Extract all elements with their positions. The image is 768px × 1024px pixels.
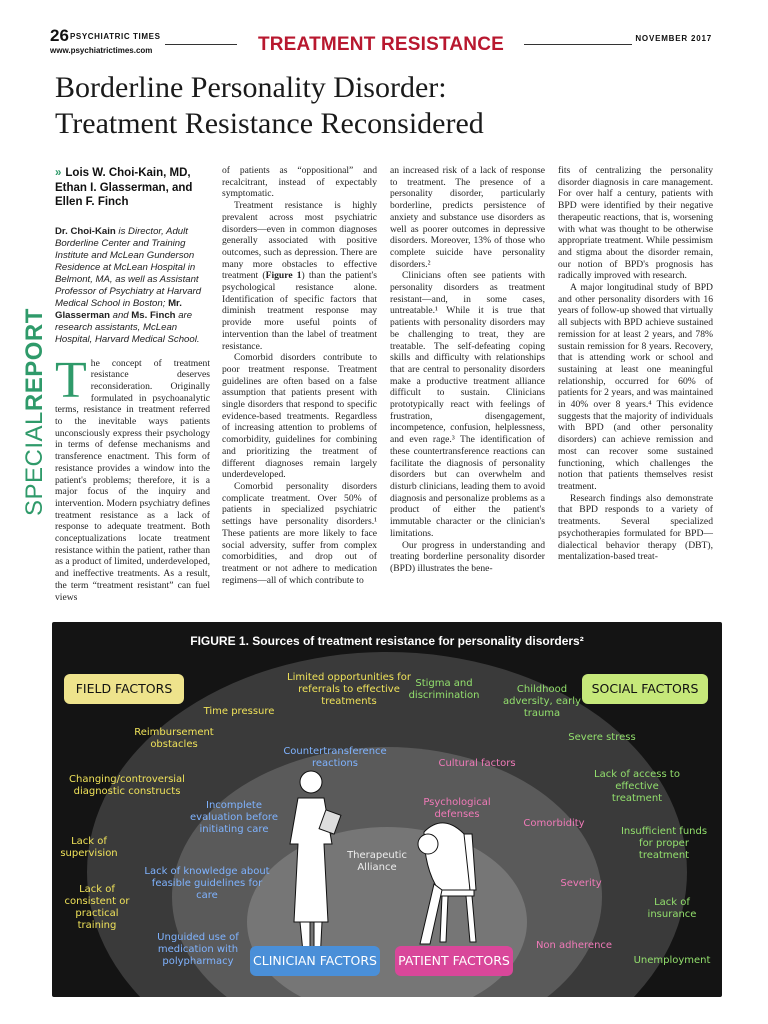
article-title — [55, 70, 715, 142]
label-time-pressure: Time pressure — [203, 706, 275, 717]
column-3: an increased risk of a lack of response to treatment. The presence of a personality disorder, particularly borderline, predicts persistence of anxiety and substance use disorders as well as poorer outcomes in depressive disorders. Moreover, 13% of those who complete suicide have personality disorders.² Clinicians often see patients with personality disorders as treatment resistant—and, in some cases, untreatable.¹ While it is true that patients with personality disorders may be challenging to treat, they are treatable. The self-defeating coping skills and difficulty with relationships that are central to personality disorders make a productive treatment alliance difficult to sustain. Clinicians prototypically react with feelings of frustration, disengagement, incompetence, confusion, helplessness, and even rage.³ The identification of these countertransference reactions can facilitate the diagnosis of personality disorders but can overwhelm and disturb clinicians, leading them to avoid diagnosis and personalize problems as a product of either the patient's immutable character or the clinician's limitations. Our progress in understanding and treating borderline personality disorder (BPD) illustrates the bene- — [390, 165, 545, 574]
label-consistent-training: Lack of consistent or practical training — [64, 884, 130, 931]
author-bio: Dr. Choi-Kain is Director, Adult Borderline Center and Training Institute and McLean Gunderson Residence at McLean Hospital in Belmont, MA, as well as Assistant Professor of Psychiatry at Harvard Medical School in Boston; Mr. Glasserman and Ms. Finch are research assistants, McLean Hospital, Harvard Medical School. — [55, 225, 202, 345]
label-unguided: Unguided use of medication with polypharmacy — [157, 932, 239, 967]
column-4: fits of centralizing the personality disorder diagnosis in care management. For over half a century, patients with BPD were identified by their negative therapeutic reactions, that is, worsening with what was thought to be otherwise appropriate treatment. While pessimism and stigma about the disorder remain, our notion of BPD's prognosis has radically improved with research. A major longitudinal study of BPD and other personality disorders with 16 years of follow-up showed that virtually all subjects with BPD achieve sustained remission for at least 2 years, and 78% sustain remission for 8 years. Recovery, that is attending work or school and sustaining at least one meaningful relationship, occurred for 60% of patients for 2 years, and was maintained in 40% over 8 years.⁴ This evidence suggests that the majority of individuals with BPD (and other personality disorders) can achieve remission and most can recover some sustained functioning, which challenges the notion that patients themselves resist treatment. Research findings also demonstrate that BPD responds to a variety of treatments. Several specialized psychotherapies formulated for BPD—dialectical behavior therapy (DBT), mentalization-based treat- — [558, 165, 713, 563]
label-non-adherence: Non adherence — [535, 940, 613, 951]
label-comorbidity: Comorbidity — [523, 818, 585, 829]
label-limited-referrals: Limited opportunities for referrals to effective treatments — [287, 672, 411, 707]
header-rule-right — [524, 44, 632, 45]
patient-factors-box: PATIENT FACTORS — [395, 946, 513, 976]
drop-cap: T — [55, 351, 87, 409]
page-number: 26 — [50, 26, 69, 45]
section-title: TREATMENT RESISTANCE — [257, 34, 505, 55]
chevron-right-icon: » — [55, 167, 62, 179]
label-supervision: Lack of supervision — [60, 836, 118, 859]
label-unemployment: Unemployment — [633, 955, 711, 966]
label-insufficient-funds: Insufficient funds for proper treatment — [620, 826, 708, 861]
label-severe-stress: Severe stress — [568, 732, 636, 743]
tab-bold: REPORT — [21, 308, 48, 412]
title-line-1: Borderline Personality Disorder: — [55, 71, 447, 104]
publication-url[interactable]: www.psychiatrictimes.com — [50, 46, 153, 55]
tab-light: SPECIAL — [21, 411, 48, 516]
column-2: of patients as “oppositional” and recalcitrant, instead of expectably symptomatic. Treatment resistance is highly prevalent across most psychiatric disorders—even in common diagnoses generally associated with positive outcomes, such as depression. There are many more obstacles to effective treatment (Figure 1) than the patient's psychological resistance alone. Identification of specific factors that diminish treatment response may provide more useful points of intervention than the label of treatment resistance. Comorbid disorders contribute to poor treatment response. Treatment guidelines are often based on a false assumption that patients present with single disorders that respond to specific evidence-based treatments. Regardless of increasing attention to problems of comorbidity, guidelines for combining and prioritizing the treatment of different diagnoses remain largely underdeveloped. Comorbid personality disorders complicate treatment. Over 50% of patients in specialized psychiatric settings have personality disorders.¹ These patients are more likely to face social adversity, suffer from complex comorbidities, and drop out of treatment or not adhere to medication regimens—all of which contribute to — [222, 165, 377, 586]
figure-title: FIGURE 1. Sources of treatment resistance for personality disorders² — [190, 634, 584, 648]
field-factors-box: FIELD FACTORS — [64, 674, 184, 704]
publication-name: PSYCHIATRIC TIMES — [70, 32, 161, 41]
title-line-2: Treatment Resistance Reconsidered — [55, 107, 484, 140]
figure-1 — [52, 622, 722, 997]
label-childhood: Childhood adversity, early trauma — [503, 684, 581, 719]
column-1 — [55, 166, 210, 603]
authors: » Lois W. Choi-Kain, MD, Ethan I. Glasserman, and Ellen F. Finch — [55, 167, 193, 208]
label-psych-defenses: Psychological defenses — [423, 797, 491, 820]
label-reimbursement: Reimbursement obstacles — [134, 727, 214, 750]
label-changing-constructs: Changing/controversial diagnostic constructs — [69, 774, 185, 797]
label-countertransference: Countertransference reactions — [283, 746, 387, 769]
label-stigma: Stigma and discrimination — [408, 678, 480, 701]
label-lack-knowledge: Lack of knowledge about feasible guidelines for care — [144, 866, 270, 901]
clinician-factors-box: CLINICIAN FACTORS — [250, 946, 380, 976]
header-rule-left — [165, 44, 237, 45]
label-insurance: Lack of insurance — [647, 897, 697, 920]
therapeutic-alliance-label: Therapeutic Alliance — [347, 850, 407, 873]
label-lack-access: Lack of access to effective treatment — [594, 769, 680, 804]
issue-date: NOVEMBER 2017 — [635, 34, 712, 43]
label-incomplete-eval: Incomplete evaluation before initiating care — [190, 800, 278, 835]
column-1-body: The concept of treatment resistance deserves reconsideration. Originally formulated in psychoanalytic terms, resistance in treatment referred to the inevitable ways patients unconsciously express their psychology in terms of defense mechanisms and transference enactment. This form of resistance provides a window into the patient's problems; therefore, it is a major focus of the inquiry and intervention. Modern psychiatry defines treatment resistance as a lack of response to adequate treatment. Both conceptualizations locate treatment resistance within the patient, rather than as a product of limited, underdeveloped, and ineffective treatments. As a result, the term “treatment resistant” can fuel views — [55, 351, 210, 603]
social-factors-box: SOCIAL FACTORS — [582, 674, 708, 704]
special-report-tab — [18, 308, 52, 516]
figure-ref-link[interactable]: Figure 1 — [265, 270, 302, 282]
label-severity: Severity — [560, 878, 602, 889]
label-cultural: Cultural factors — [438, 758, 516, 769]
